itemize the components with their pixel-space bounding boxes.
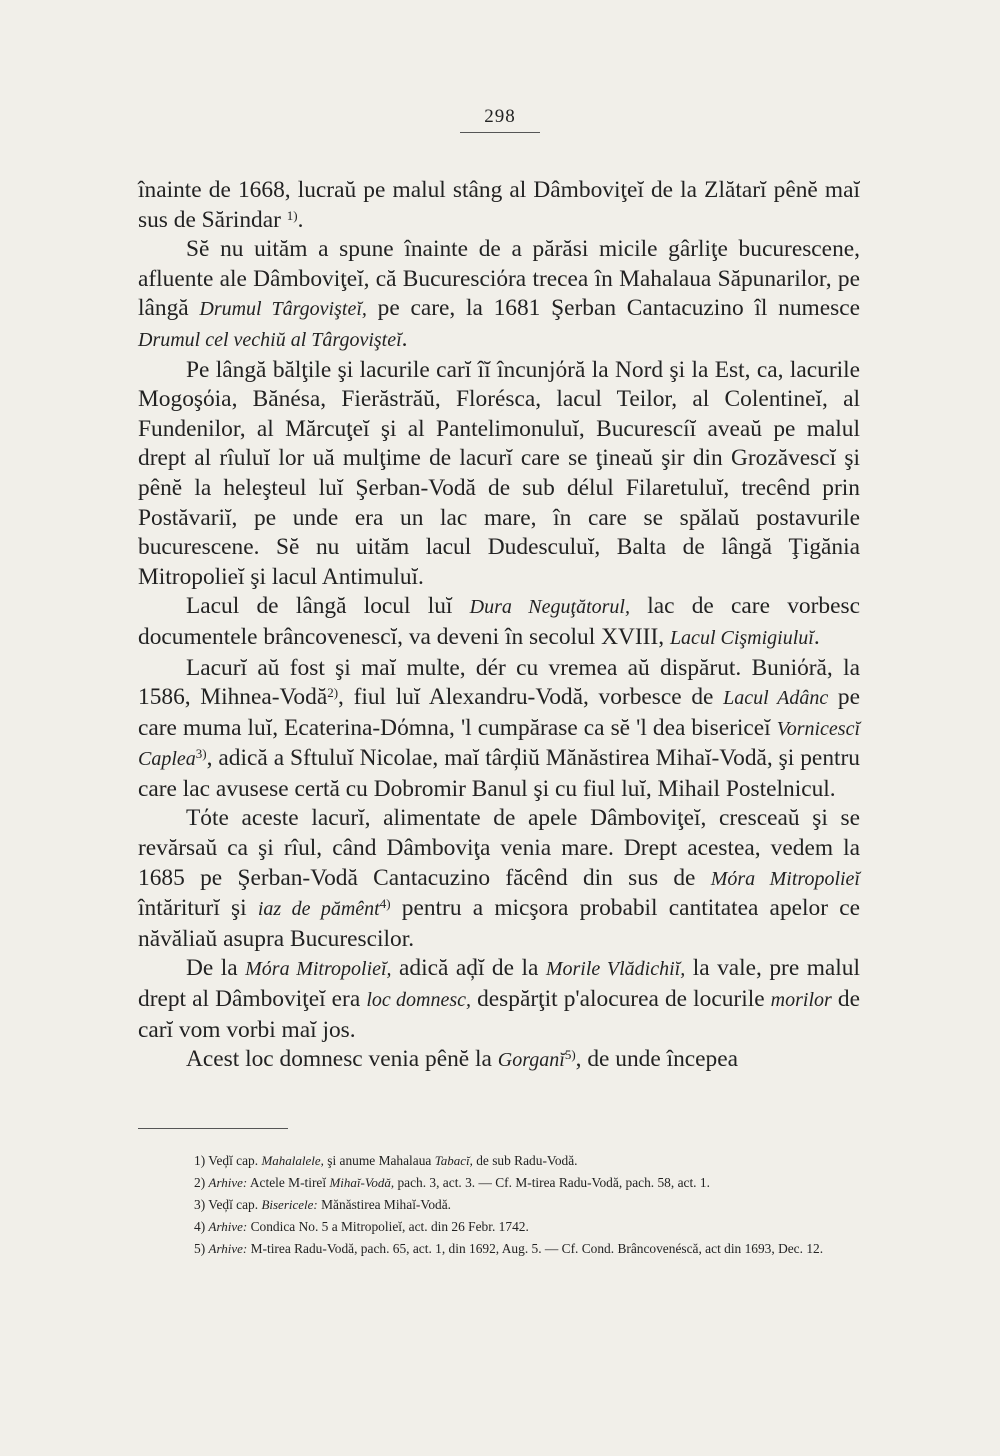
text-run: Lacurĭ aŭ fost şi maĭ multe, dér cu vremea aŭ dispărut. Buniόră, la 1586, Mihnea-Vodă (138, 654, 860, 711)
italic-run: Arhive: (208, 1219, 248, 1234)
text-run: de sub Radu-Vodă. (472, 1153, 578, 1168)
paragraph-7 (138, 954, 860, 1045)
text-run: . (401, 325, 408, 352)
italic-run: Dura Neguţătorul, (469, 596, 630, 619)
italic-run: Drumul cel vechiŭ al Târgovişteĭ (138, 328, 402, 351)
text-run: înainte de 1668, lucraŭ pe malul stâng al Dâmboviţeĭ de la Zlătarĭ pênĕ maĭ sus de Sărindar (138, 177, 860, 233)
text-run: 1) Veḑĭ cap. (194, 1153, 262, 1168)
text-run: la vale, pre malul drept al Dâmboviţeĭ era (138, 955, 860, 1013)
text-run: întăriturĭ şi (138, 895, 258, 922)
text-run: M-tirea Radu-Vodă, pach. 65, act. 1, din 1692, Aug. 5. — Cf. Cond. Brâncovenéscă, act din 1693, Dec. 12. (247, 1241, 824, 1256)
italic-run: iaz de pămênt (257, 898, 380, 921)
footnote-5 (138, 1238, 860, 1260)
footnote-ref: 5) (564, 1047, 576, 1063)
text-run: 3) Veḑĭ cap. (194, 1197, 262, 1212)
footnote-ref: 3) (195, 746, 207, 762)
text-run: lac de care vorbesc documentele brâncovenescĭ, va deveni în secolul XVIII, (138, 593, 860, 650)
paragraph-2 (138, 235, 860, 355)
text-run: de carĭ vom vorbi maĭ jos. (138, 986, 860, 1043)
footnote-3 (138, 1194, 860, 1216)
text-run: Condica No. 5 a Mitropolieĭ, act. din 26 Febr. 1742. (247, 1219, 529, 1234)
paragraph-8 (138, 1045, 860, 1076)
text-run: Acest loc domnesc venia pênĕ la (186, 1046, 498, 1073)
footnotes (138, 1150, 860, 1260)
italic-run: Morile Vlădichiĭ, (545, 958, 686, 981)
page-number: 298 (484, 106, 516, 127)
text-run: şi anume Mahalaua (323, 1153, 435, 1168)
text-run: adică aḑĭ de la (391, 955, 546, 982)
italic-run: Lacul Adânc (723, 687, 829, 710)
text-run: 2) (194, 1175, 209, 1190)
italic-run: Gorganĭ (497, 1049, 565, 1072)
footnote-ref: 2) (327, 685, 339, 701)
text-run: , adică a Sftuluĭ Nicolae, maĭ târḑiŭ Mănăstirea Mihaĭ-Vodă, şi pentru care lac avusese certă cu Dobromir Banul şi cu fiul luĭ, Mihail Postelnicul. (138, 745, 860, 802)
italic-run: Mihaĭ-Vodă, (329, 1175, 395, 1190)
footnote-ref: 4) (379, 896, 391, 912)
italic-run: Mόra Mitropolieĭ, (245, 958, 392, 981)
text-run: 5) (194, 1241, 209, 1256)
page-number-rule (460, 132, 540, 133)
paragraph-3 (138, 356, 860, 593)
text-run: Pe lângă bălţile şi lacurile carĭ îĭ încunjόră la Nord şi la Est, ca, lacurile Mogoşόia, Bănésa, Fierăstrăŭ, Florésca, lacul Teilor, al Colentineĭ, al Fundenilor, al Mărcuţeĭ şi al Pantelimonuluĭ, Bucurescíĭ aveaŭ pe malul drept al rîuluĭ lor uă mulţime de lacurĭ care se ţineaŭ şir din Grozăvescĭ şi pênĕ la heleşteul luĭ Şerban-Vodă de sub délul Filaretuluĭ, trecênd prin Postăvariĭ, pe unde era un lac mare, în care se spălaŭ postavurile bucurescene. Sĕ nu uităm lacul Dudesculuĭ, Balta de lângă Ţigănia Mitropolieĭ şi lacul Antimuluĭ. (138, 356, 860, 590)
italic-run: Arhive: (208, 1175, 248, 1190)
italic-run: Bisericele: (261, 1197, 318, 1212)
text-run: pentru a micşora probabil cantitatea apelor ce năvăliaŭ asupra Bucurescilor. (138, 895, 860, 952)
paragraph-4 (138, 592, 860, 653)
footnote-4 (138, 1216, 860, 1238)
italic-run: Lacul Cişmigiuluĭ (669, 626, 814, 649)
footnote-1 (138, 1150, 860, 1172)
text-run: pe care, la 1681 Şerban Cantacuzino îl numesce (366, 295, 860, 322)
text-run: Tόte aceste lacurĭ, alimentate de apele Dâmboviţeĭ, cresceaŭ şi se revărsaŭ ca şi rîul, când Dâmboviţa venia mare. Drept acestea, vedem la 1685 pe Şerban-Vodă Cantacuzino făcênd din sus de (138, 805, 860, 891)
footnote-2 (138, 1172, 860, 1194)
text-run: Sĕ nu uităm a spune înainte de a părăsi micile gârliţe bucurescene, afluente ale Dâmboviţeĭ, că Bucuresciόra trecea în Mahalaua Săpunarilor, pe lângă (138, 236, 860, 322)
body-text (138, 176, 860, 1076)
paragraph-6 (138, 804, 860, 954)
text-run: pe care muma luĭ, Ecaterina-Dόmna, 'l cumpărase ca sĕ 'l dea bisericeĭ (138, 684, 860, 741)
footnote-separator (138, 1128, 288, 1129)
text-run: Lacul de lângă locul luĭ (186, 593, 470, 620)
text-run: pach. 3, act. 3. — Cf. M-tirea Radu-Vodă, pach. 58, act. 1. (394, 1175, 710, 1190)
text-run: 4) (194, 1219, 209, 1234)
text-run: . (297, 206, 304, 233)
text-run: , fiul luĭ Alexandru-Vodă, vorbesce de (338, 684, 724, 711)
italic-run: morilor (770, 989, 832, 1012)
text-run: Actele M-tireĭ (247, 1175, 330, 1190)
text-run: despărţit p'alocurea de locurile (471, 986, 771, 1013)
footnote-ref: 1) (286, 207, 298, 223)
text-run: Mănăstirea Mihaĭ-Vodă. (317, 1197, 452, 1212)
italic-run: Vornicescĭ Caplea (138, 717, 860, 771)
italic-run: loc domnesc, (366, 989, 471, 1012)
italic-run: Arhive: (208, 1241, 248, 1256)
italic-run: Mahalalele, (261, 1153, 324, 1168)
italic-run: Tabacĭ, (434, 1153, 473, 1168)
paragraph-5 (138, 654, 860, 805)
italic-run: Drumul Târgovişteĭ, (199, 298, 367, 321)
italic-run: Mόra Mitropolieĭ (710, 867, 860, 890)
paragraph-1 (138, 176, 860, 235)
text-run: De la (186, 955, 246, 982)
text-run: , de unde începea (575, 1046, 739, 1073)
text-run: . (813, 623, 820, 650)
